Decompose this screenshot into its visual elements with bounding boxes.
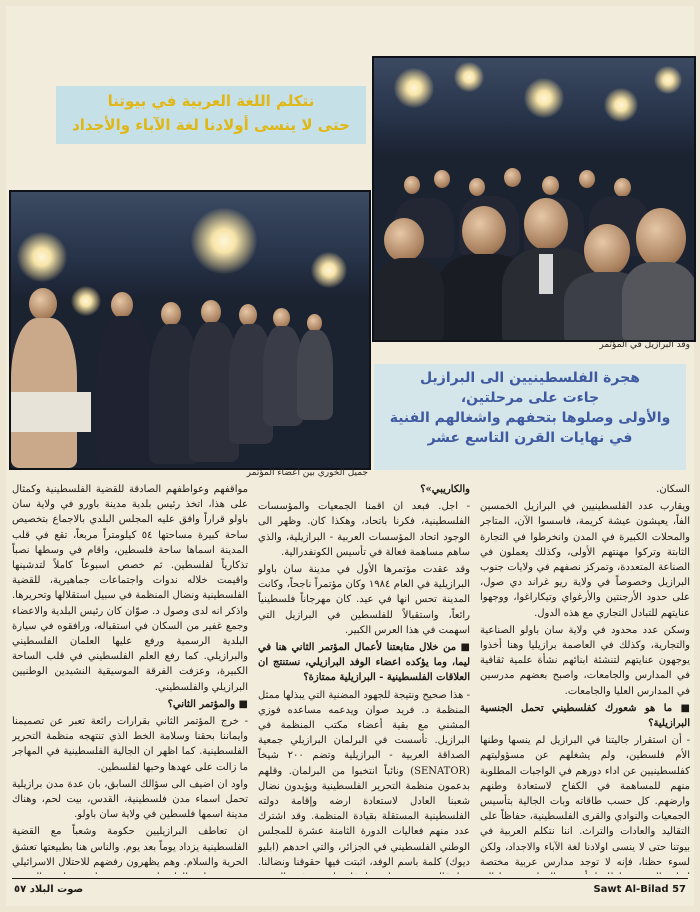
middle-headline: [374, 364, 686, 470]
middle-headline-line1: هجرة الفلسطينيين الى البرازيل: [420, 370, 640, 386]
footer-rule: [12, 878, 688, 879]
left-paragraph: - خرج المؤتمر الثاني بقرارات رائعة تعبر عن تصميمنا وايماننا بحقنا وسلامة الخط الذي تنتهجه منظمة التحرير الفلسطينية. كما اظهر ان الجالية الفلسطينية في المهاجر ما زالت على عهدها وحبها لفلسطين.: [12, 716, 248, 773]
right-paragraph: ويقارب عدد الفلسطينيين في البرازيل الخمسين الفاً، يعيشون عيشة كريمة، فاسسوا الآن، المتاجر والمحلات الكبيرة في المدن وانخرطوا في التجارة الثابتة وتركوا مهنتهم الأولى، وكذلك يعملون في الصناعة المتعددة، وتمركز نصفهم في ولايات جنوب البرازيل وخصوصاً في ولاية ريو غراند دي صول، على حدود الأرجنتين والأرغواي وتيكاراغوا، ووجهوا عنايتهم للتبادل التجاري مع هذه الدول.: [480, 501, 690, 619]
delegation-photo-caption: وفد البرازيل في المؤتمر: [599, 340, 690, 350]
right-paragraph: السكان.: [656, 484, 690, 495]
middle-headline-line4: في نهايات القرن التاسع عشر: [427, 430, 633, 446]
meeting-photo-caption: جميل الخوري بين أعضاء المؤتمر: [246, 468, 368, 478]
middle-question: ■ من خلال متابعتنا لأعمال المؤتمر الثاني هنا في ليما، وما يؤكده اعضاء الوفد البرازيلي، نستنتج ان العلاقات الفلسطينية - البرازيلية ممتازة؟: [258, 642, 470, 684]
middle-headline-line2: جاءت على مرحلتين،: [460, 390, 600, 406]
middle-paragraph: والكاريبي»؟: [420, 484, 470, 495]
top-headline-line2: حتى لا ينسى أولادنا لغة الآباء والأجداد: [72, 116, 350, 134]
middle-paragraph: وقد عقدت مؤتمرها الأول في مدينة سان باولو البرازيلية في العام ١٩٨٤ وكان مؤتمراً ناجحاً، وكانت المدينة تحس انها في عيد. كان مهرجاناً فلسطينياً رائعاً، واستقبالاً للفلسطين في البرازيل التي اسهمت في هذا العرس الكبير.: [258, 564, 470, 636]
right-paragraph: - أن استقرار جاليتنا في البرازيل لم ينسها وطنها الأم فلسطين، ولم يشغلهم عن مسؤوليتهم كفلسطينيين عن اداء دورهم في الواجبات المطلوبة منهم للمساهمة في الكفاح لاستعادة وطنهم وارضهم. كل حسب طاقاته وبات الجالية بتأسيس الجمعيات والنوادي والقرى الفلسطينية، حفاظاً على التقاليد والعادات والتراث. اننا نتكلم العربية في بيوتنا حتى لا ينسى اولادنا لغة الآباء والاجداد، ولكن لسوء حظنا، فإنه لا توجد مدارس عربية مختصة: [480, 735, 690, 868]
middle-headline-line3: والأولى وصلوها بتحفهم واشغالهم الفنية: [389, 410, 671, 426]
footer-left: صوت البلاد ٥٧: [14, 884, 84, 895]
top-headline-line1: نتكلم اللغة العربية في بيوتنا: [107, 92, 315, 110]
left-paragraph: ان تعاطف البرازيليين حكومة وشعباً مع القضية الفلسطينية يزداد يوماً بعد يوم. والناس هنا بطبيعتها تعشق الحرية والسلام. وهم يظهرون رفضهم للاحتلال الاسرائيلي: [12, 826, 248, 868]
footer-right: Sawt Al-Bilad 57: [593, 884, 686, 895]
top-headline: [56, 86, 366, 144]
right-question: ■ ما هو شعورك كفلسطيني تحمل الجنسية البرازيلية؟: [480, 702, 690, 730]
text-column-left: [12, 482, 248, 874]
right-paragraph: وسكن عدد محدود في ولاية سان باولو الصناعية والتجارية، وكذلك في العاصمة برازيليا وهنا أخذوا يوجهون عنايتهم لتنشئة ابنائهم نشأة علمية ثقافية في المدارس والجامعات، واصبح بعضهم مدرسين في المدارس العليا والجامعات.: [480, 624, 690, 697]
meeting-photo: [9, 190, 371, 470]
delegation-photo: [372, 56, 696, 342]
text-column-right: [480, 482, 690, 874]
middle-paragraph: - اجل. فبعد ان اقمنا الجمعيات والمؤسسات الفلسطينية، فكرنا باتحاد، وهكذا كان. وظهر الى الوجود اتحاد المؤسسات العربية - البرازيلية، والذي ساهم مساهمة فعالة في تأسيس الكونفدرالية.: [258, 501, 470, 558]
left-paragraph: مواقفهم وعواطفهم الصادقة للقضية الفلسطينية وكمثال على هذا، اتخذ رئيس بلدية مدينة باورو في ولاية سان باولو قراراً وافق عليه المجلس البلدي بالاجماع بتخصيص ساحة كبيرة مساحتها ٥٤ كيلومتراً مربعاً، تقع في قلب المدينة اسماها ساحة فلسطين، واقام في وسطها نصباً تذكارياً لفلسطين. ثم خصص اسبوعاً كاملاً لتدشينها واقيمت خلاله ندوات واجتماعات جماهيرية، للقضية الفلسطينية ونضال المنظمة في سبيل استقلالها وتحريرها. واذكر انه لدى وصول د. صوّان كان رئيس البلدية والاعضاء وجمع غفير من السكان في استقباله، ورافقوه في سيارة البلدية الرسمية ورفع عليها العلمان الفلسطيني والبرازيلي. كما رفع العلم الفلسطيني في قلب الساحة الكبيرة، وعزفت الفرقة الموسيقية النشيدين الوطنيين البرازيلي والفلسطيني.: [12, 484, 248, 693]
middle-paragraph: - هذا صحيح ونتيجة للجهود المضنية التي يبذلها ممثل المنظمة د. فريد صوان ويدعمه مساعده فوزي المشني مع بقية أعضاء مكتب المنظمة في البرازيل. تأسست في البرلمان البرازيلي جمعية الصداقة العربية - البرازيلية وتضم ٢٠٠ شيخاً (SENATOR) ونائباً انتخبوا من البرلمان. وقلهم بدعمون منظمة التحرير الفلسطينية ويؤيدون نضال شعبنا العادل لاستعادة ارضه وإقامة دولته الفلسطينية المستقلة بقيادة المنظمة. وقد اشترك عدد منهم فعاليات الدورة الثامنة عشرة للمجلس الوطني الفلسطيني في الجزائر، والتي احدهم (ابليو ديوك) كلمة باسم الوفد، اثبتت فيها حقوقنا ونضالنا.: [258, 689, 470, 868]
left-question: ■ والمؤتمر الثاني؟: [167, 698, 248, 710]
text-column-middle: [258, 482, 470, 874]
left-paragraph: واود ان اضيف الى سؤالك السابق، بان عدة مدن برازيلية تحمل اسماء مدن فلسطينية، القدس، بيت لحم، وهناك مدينة اسمها فلسطين في ولاية سان باولو.: [12, 778, 248, 821]
